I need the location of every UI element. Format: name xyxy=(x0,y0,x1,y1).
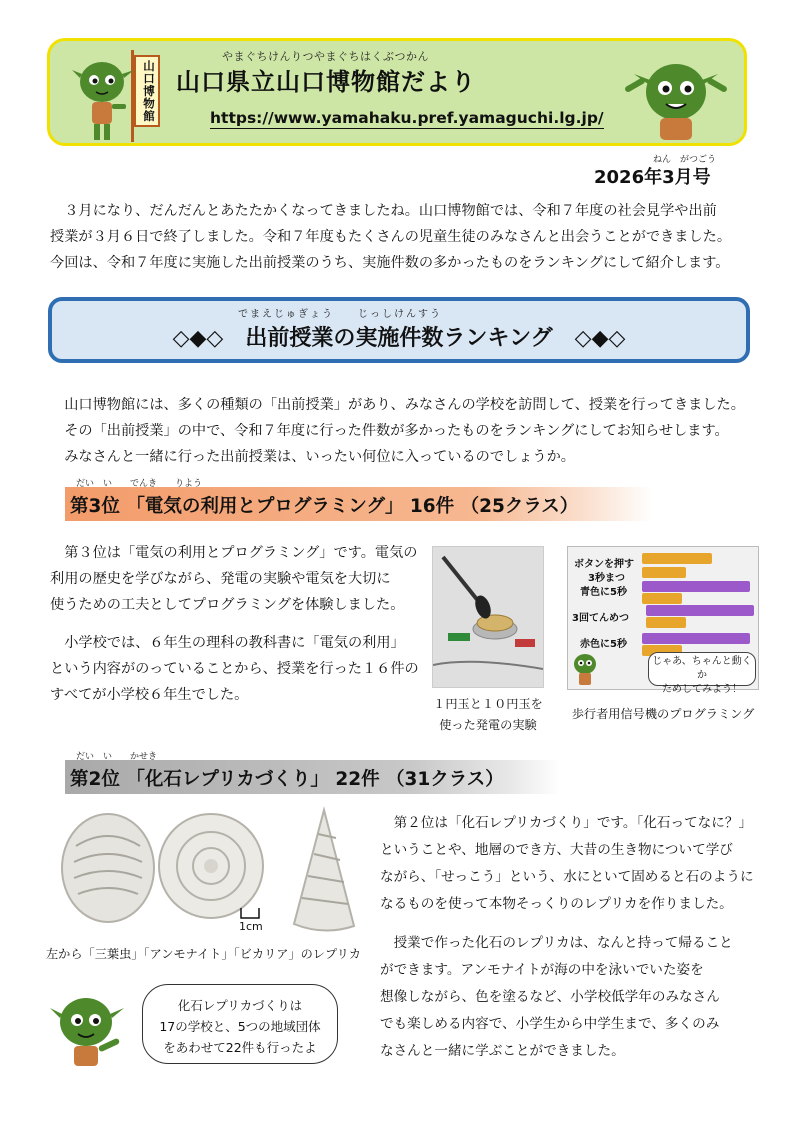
caption-line: 使った発電の実験 xyxy=(439,718,537,732)
speech-line: 17の学校と、5つの地域団体 xyxy=(159,1019,321,1034)
ranking-intro-line: その「出前授業」の中で、令和７年度に行った件数が多かったものをランキングにしてお知らせします。 xyxy=(50,423,729,439)
speech-line: ためしてみよう！ xyxy=(662,684,742,695)
ammonite-replica-icon xyxy=(159,814,263,918)
rank3-body-1 xyxy=(50,540,425,618)
rank3-ruby: だい い でんき りよう xyxy=(76,479,203,489)
program-label: 3秒まつ xyxy=(588,573,625,584)
program-label: ボタンを押す xyxy=(574,559,634,570)
mascot-small-icon xyxy=(570,651,600,687)
caption-line: １円玉と１０円玉を xyxy=(433,697,543,711)
rank2-body-line: 想像しながら、色を塗るなど、小学校低学年のみなさん xyxy=(380,989,720,1005)
fossil-replicas-image xyxy=(56,806,366,936)
programming-speech-bubble xyxy=(648,652,756,695)
rank2-body-2 xyxy=(380,930,780,1065)
rank3-body-line: という内容がのっていることから、授業を行った１６件の xyxy=(50,661,419,677)
ranking-banner-title: ◇◆◇ 出前授業の実施件数ランキング ◇◆◇ xyxy=(172,326,626,351)
rank2-body-line: なるものを使って本物そっくりのレプリカを作りました。 xyxy=(380,896,733,912)
rank3-body-line: 第３位は「電気の利用とプログラミング」です。電気の xyxy=(50,545,418,561)
rank3-body-line: 小学校では、６年生の理科の教科書に「電気の利用」 xyxy=(50,635,405,651)
museum-sign: 山口博物館 xyxy=(134,55,160,127)
rank3-body-2 xyxy=(50,630,425,708)
rank3-body-line: すべてが小学校６年生でした。 xyxy=(50,687,249,703)
intro-paragraph xyxy=(50,198,770,276)
issue-ruby: ねん がつごう xyxy=(653,155,717,165)
mascot-bottom-icon xyxy=(48,992,132,1074)
rank3-body-line: 利用の歴史を学びながら、発電の実験や電気を大切に xyxy=(50,571,391,587)
code-block xyxy=(642,593,682,604)
rank2-body-line: でも楽しめる内容で、小学生から中学生まで、多くのみ xyxy=(380,1016,720,1032)
code-block xyxy=(646,605,754,616)
coin-generator-photo xyxy=(432,546,544,688)
mascot-left-icon xyxy=(72,56,136,144)
fossil-speech-bubble xyxy=(142,984,338,1064)
newsletter-title: 山口県立山口博物館だより xyxy=(176,68,476,96)
title-ruby: やまぐちけんりつやまぐちはくぶつかん xyxy=(222,50,429,63)
ranking-banner-ruby: でまえじゅぎょう じっしけんすう xyxy=(238,309,442,320)
code-block xyxy=(642,553,712,564)
fossil-caption: 左から「三葉虫」「アンモナイト」「ビカリア」のレプリカ xyxy=(46,947,361,961)
rank2-body-line: 授業で作った化石のレプリカは、なんと持って帰ること xyxy=(380,935,733,951)
speech-line: じゃあ、ちゃんと動くか xyxy=(652,656,752,681)
ranking-intro-line: 山口博物館には、多くの種類の「出前授業」があり、みなさんの学校を訪問して、授業を行ってきました。 xyxy=(50,397,745,413)
program-label: 赤色に5秒 xyxy=(580,639,627,650)
rank2-ruby: だい い かせき xyxy=(76,752,158,762)
code-block xyxy=(646,617,686,628)
rank2-body-line: 第２位は「化石レプリカづくり」です。「化石ってなに？」 xyxy=(380,815,753,831)
scale-label: 1cm xyxy=(239,920,263,933)
ranking-intro-line: みなさんと一緒に行った出前授業は、いったい何位に入っているのでしょうか。 xyxy=(50,449,575,465)
coin-photo-caption xyxy=(430,694,546,736)
ranking-intro-paragraph xyxy=(50,392,770,470)
rank2-body-1 xyxy=(380,810,780,918)
rank2-body-line: ができます。アンモナイトが海の中を泳いでいた姿を xyxy=(380,962,704,978)
speech-line: をあわせて22件も行ったよ xyxy=(163,1040,317,1055)
programming-caption: 歩行者用信号機のプログラミング xyxy=(571,707,755,721)
code-block xyxy=(642,581,750,592)
code-block xyxy=(642,567,686,578)
trilobite-replica-icon xyxy=(62,814,154,922)
intro-line: 今回は、令和７年度に実施した出前授業のうち、実施件数の多かったものをランキングにして紹介します。 xyxy=(50,255,730,271)
rank2-body-line: ながら、「せっこう」という、水にといて固めると石のように xyxy=(380,869,754,885)
rank3-body-line: 使うための工夫としてプログラミングを体験しました。 xyxy=(50,597,405,613)
rank3-title: 第3位 「電気の利用とプログラミング」 16件 （25クラス） xyxy=(70,496,579,517)
program-label: 青色に5秒 xyxy=(580,587,627,598)
rank2-body-line: ということや、地層のでき方、大昔の生き物について学び xyxy=(380,842,733,858)
vicarya-replica-icon xyxy=(294,810,354,931)
program-label: 3回てんめつ xyxy=(572,613,629,624)
intro-line: ３月になり、だんだんとあたたかくなってきましたね。山口博物館では、令和７年度の社会見学や出前 xyxy=(50,203,717,219)
intro-line: 授業が３月６日で終了しました。令和７年度もたくさんの児童生徒のみなさんと出会うことができました。 xyxy=(50,229,732,245)
issue-date: 2026年3月号 xyxy=(594,167,711,188)
code-block xyxy=(642,633,750,644)
speech-line: 化石レプリカづくりは xyxy=(177,998,303,1013)
rank2-body-line: なさんと一緒に学ぶことができました。 xyxy=(380,1043,625,1059)
website-url[interactable]: https://www.yamahaku.pref.yamaguchi.lg.jp/ xyxy=(210,109,604,127)
scale-bar-icon xyxy=(241,908,259,918)
rank2-title: 第2位 「化石レプリカづくり」 22件 （31クラス） xyxy=(70,769,504,790)
mascot-right-icon xyxy=(620,52,730,144)
